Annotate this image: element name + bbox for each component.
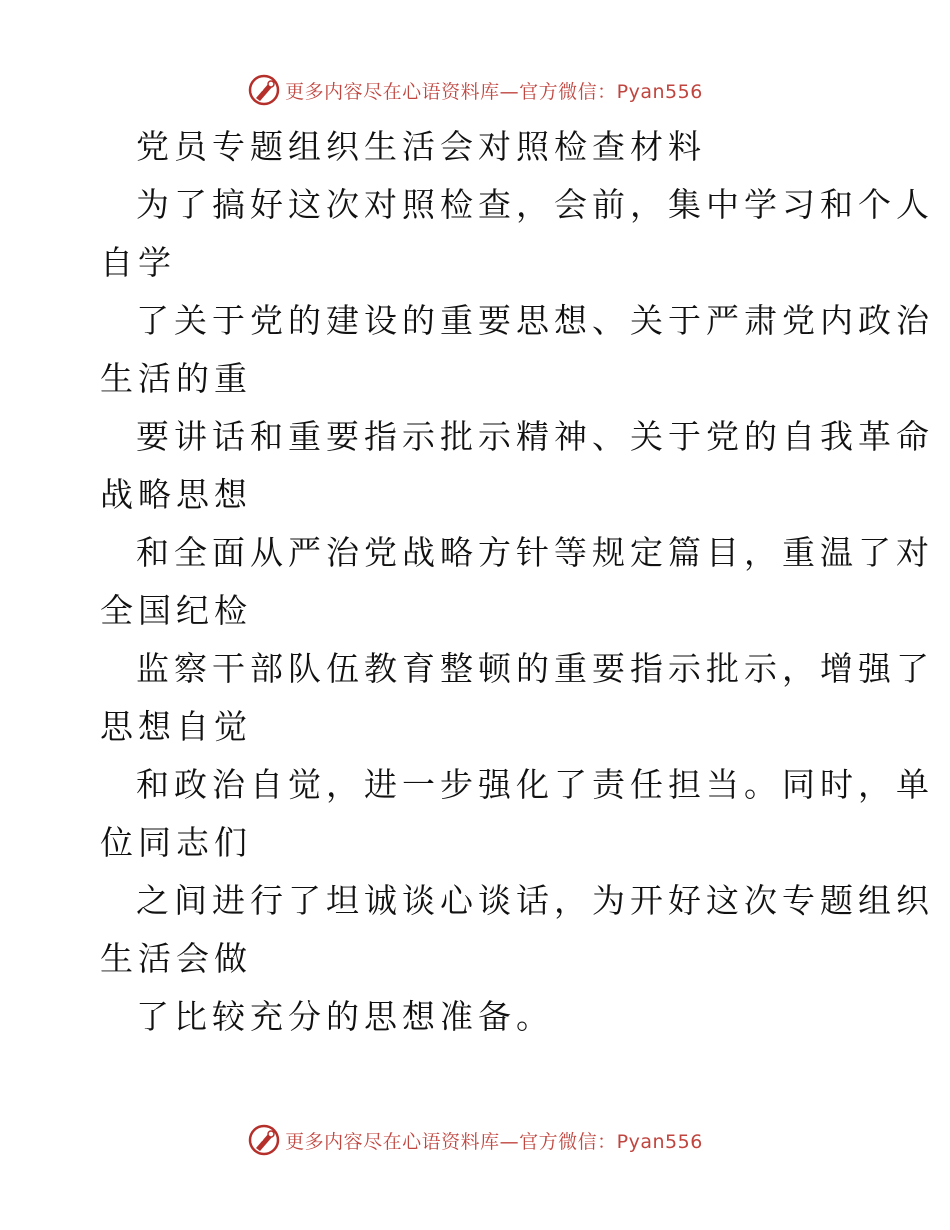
pen-logo-icon	[247, 1123, 281, 1157]
document-title: 党员专题组织生活会对照检查材料	[136, 127, 706, 166]
paragraph-line: 和政治自觉，进一步强化了责任担当。同时，单	[136, 765, 934, 804]
paragraph-line: 战略思想	[100, 475, 252, 514]
paragraph-line: 和全面从严治党战略方针等规定篇目，重温了对	[136, 533, 934, 572]
paragraph-line: 监察干部队伍教育整顿的重要指示批示，增强了	[136, 649, 934, 688]
pen-logo-icon	[247, 73, 281, 107]
footer-banner	[0, 1122, 950, 1158]
paragraph-line: 自学	[100, 243, 176, 282]
paragraph-line: 要讲话和重要指示批示精神、关于党的自我革命	[136, 417, 934, 456]
paragraph-line: 生活的重	[100, 359, 252, 398]
paragraph-line: 为了搞好这次对照检查，会前，集中学习和个人	[136, 185, 934, 224]
footer-banner-text: 更多内容尽在心语资料库—官方微信：Pyan556	[285, 1130, 703, 1153]
paragraph-line: 了比较充分的思想准备。	[136, 997, 554, 1036]
paragraph-line: 位同志们	[100, 823, 252, 862]
paragraph-line: 思想自觉	[100, 707, 252, 746]
header-banner	[0, 72, 950, 108]
paragraph-line: 之间进行了坦诚谈心谈话，为开好这次专题组织	[136, 881, 934, 920]
header-banner-text: 更多内容尽在心语资料库—官方微信：Pyan556	[285, 80, 703, 103]
paragraph-line: 全国纪检	[100, 591, 252, 630]
paragraph-line: 生活会做	[100, 939, 252, 978]
paragraph-line: 了关于党的建设的重要思想、关于严肃党内政治	[136, 301, 934, 340]
